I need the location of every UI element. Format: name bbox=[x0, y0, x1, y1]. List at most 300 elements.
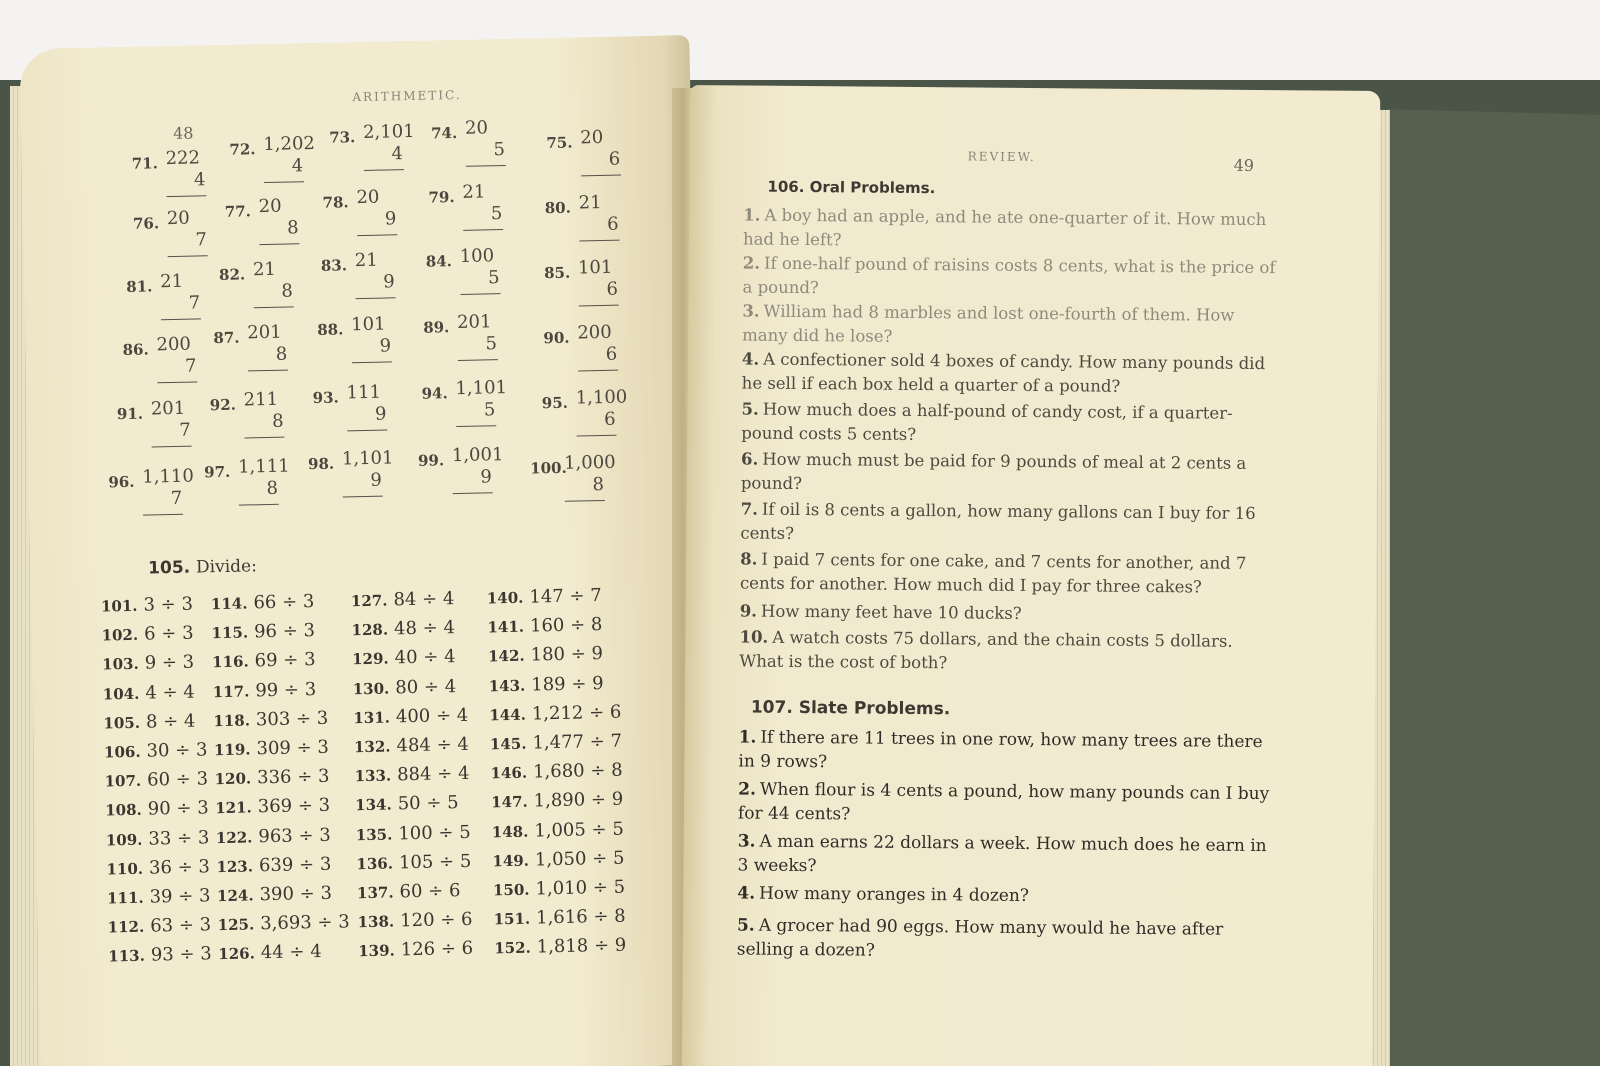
divide-item-number: 133. bbox=[354, 766, 392, 786]
divisor: 9 bbox=[383, 271, 395, 293]
divide-item-expression: 180 ÷ 9 bbox=[530, 643, 604, 666]
divide-item-expression: 1,005 ÷ 5 bbox=[534, 818, 625, 842]
division-rule bbox=[157, 381, 197, 383]
divide-item-expression: 96 ÷ 3 bbox=[253, 620, 316, 643]
divide-item-expression: 4 ÷ 4 bbox=[145, 681, 195, 704]
divide-item-expression: 63 ÷ 3 bbox=[150, 914, 212, 937]
divide-item bbox=[492, 847, 624, 871]
divide-item-expression: 99 ÷ 3 bbox=[255, 678, 317, 701]
divide-item bbox=[354, 763, 469, 786]
divide-item-expression: 1,050 ÷ 5 bbox=[534, 847, 625, 871]
slate-problem bbox=[738, 725, 1278, 778]
divide-item-number: 129. bbox=[351, 649, 389, 669]
divide-item bbox=[352, 647, 456, 670]
dividend: 201 bbox=[247, 321, 282, 344]
dividend: 1,110 bbox=[142, 465, 195, 488]
slate-heading bbox=[751, 698, 951, 720]
divide-item-expression: 6 ÷ 3 bbox=[143, 622, 194, 645]
right-page bbox=[682, 85, 1381, 1066]
oral-heading-number: 106. bbox=[767, 177, 805, 197]
divide-item-expression: 33 ÷ 3 bbox=[148, 826, 210, 850]
division-rule bbox=[347, 430, 387, 432]
dividend: 20 bbox=[580, 126, 604, 149]
division-rule bbox=[143, 514, 183, 516]
divisor: 8 bbox=[281, 280, 294, 302]
divide-heading bbox=[148, 556, 257, 578]
problem-number: 5. bbox=[741, 399, 759, 419]
oral-problem bbox=[742, 299, 1282, 352]
exercise-number: 91. bbox=[116, 404, 144, 424]
dividend: 21 bbox=[462, 181, 486, 203]
oral-problem bbox=[741, 447, 1281, 500]
divide-item-expression: 1,212 ÷ 6 bbox=[531, 701, 622, 725]
divide-item-expression: 147 ÷ 7 bbox=[529, 585, 602, 608]
divide-item-number: 151. bbox=[493, 909, 531, 929]
divisor: 6 bbox=[608, 148, 621, 170]
divide-item bbox=[101, 623, 193, 646]
divide-item bbox=[494, 935, 626, 959]
exercise-number: 93. bbox=[312, 388, 339, 408]
divide-item bbox=[489, 701, 621, 725]
dividend: 21 bbox=[159, 270, 184, 293]
divide-item-number: 137. bbox=[356, 883, 394, 903]
divide-item-expression: 44 ÷ 4 bbox=[260, 941, 322, 964]
divide-item bbox=[106, 856, 210, 879]
division-rule bbox=[463, 229, 503, 231]
divide-item-number: 138. bbox=[357, 912, 395, 932]
problem-number: 4. bbox=[737, 883, 756, 904]
divide-item-number: 109. bbox=[105, 830, 143, 850]
divisor: 5 bbox=[493, 138, 506, 161]
slate-problem bbox=[737, 913, 1277, 966]
dividend: 1,101 bbox=[341, 447, 394, 470]
divisor: 7 bbox=[195, 229, 207, 251]
divide-item-number: 135. bbox=[355, 825, 393, 844]
dividend: 20 bbox=[258, 195, 282, 218]
dividend: 100 bbox=[459, 245, 495, 267]
divide-item-number: 149. bbox=[492, 851, 530, 871]
exercise-number: 73. bbox=[329, 128, 356, 147]
exercise-number: 80. bbox=[544, 198, 572, 218]
divide-item-number: 110. bbox=[106, 859, 144, 879]
divide-item bbox=[357, 909, 472, 932]
divide-heading-number: 105. bbox=[147, 557, 191, 579]
left-page bbox=[19, 35, 710, 1066]
exercise-number: 87. bbox=[213, 328, 240, 348]
divide-item-number: 116. bbox=[211, 652, 249, 672]
problem-number: 5. bbox=[736, 915, 755, 936]
divisor: 9 bbox=[370, 469, 383, 491]
divide-item-expression: 484 ÷ 4 bbox=[396, 733, 470, 757]
exercise-number: 89. bbox=[423, 318, 450, 337]
divide-item-expression: 400 ÷ 4 bbox=[395, 704, 469, 728]
divide-item-expression: 1,818 ÷ 9 bbox=[536, 935, 627, 958]
divide-item bbox=[217, 912, 349, 936]
divide-item-expression: 105 ÷ 5 bbox=[398, 850, 472, 874]
exercise-number: 100. bbox=[529, 458, 567, 478]
divisor: 9 bbox=[374, 403, 387, 425]
divide-item bbox=[492, 818, 624, 842]
division-rule bbox=[466, 165, 506, 167]
exercise-number: 88. bbox=[317, 320, 344, 339]
divisor: 8 bbox=[592, 473, 605, 496]
divide-item-expression: 390 ÷ 3 bbox=[259, 882, 333, 906]
exercise-number: 78. bbox=[322, 193, 349, 212]
divide-item-number: 147. bbox=[490, 793, 528, 812]
divide-item-expression: 39 ÷ 3 bbox=[149, 885, 211, 908]
exercise-number: 76. bbox=[132, 214, 160, 233]
dividend: 201 bbox=[150, 397, 186, 420]
divide-item bbox=[214, 737, 329, 760]
dividend: 1,001 bbox=[451, 444, 504, 467]
divide-item-expression: 1,890 ÷ 9 bbox=[533, 789, 624, 812]
dividend: 1,101 bbox=[455, 376, 508, 400]
exercise-number: 90. bbox=[543, 328, 570, 348]
dividend: 211 bbox=[243, 388, 279, 411]
problem-text: How many oranges in 4 dozen? bbox=[758, 883, 1030, 906]
divide-item-expression: 963 ÷ 3 bbox=[258, 824, 331, 847]
divide-item-expression: 1,010 ÷ 5 bbox=[535, 876, 626, 900]
divide-item-number: 123. bbox=[216, 857, 254, 876]
divisor: 4 bbox=[391, 143, 404, 165]
oral-problem bbox=[742, 251, 1282, 304]
divide-item-number: 152. bbox=[494, 939, 531, 958]
problem-number: 3. bbox=[742, 301, 760, 321]
divide-item-number: 141. bbox=[487, 617, 525, 637]
problem-number: 1. bbox=[738, 727, 757, 748]
problem-number: 2. bbox=[738, 779, 757, 800]
division-rule bbox=[456, 425, 496, 427]
divide-item bbox=[356, 821, 471, 844]
page-number-left: 48 bbox=[172, 123, 194, 143]
divide-item-number: 106. bbox=[103, 742, 141, 762]
problem-text: How much must be paid for 9 pounds of meal at 2 cents a pound? bbox=[740, 449, 1247, 493]
divide-item bbox=[211, 620, 315, 643]
divide-item-expression: 126 ÷ 6 bbox=[400, 938, 474, 961]
problem-number: 2. bbox=[742, 253, 761, 273]
divide-item bbox=[487, 585, 602, 608]
divide-item-expression: 884 ÷ 4 bbox=[396, 763, 470, 786]
divide-item-expression: 100 ÷ 5 bbox=[398, 821, 471, 844]
divide-item-number: 118. bbox=[213, 711, 251, 731]
problem-text: A grocer had 90 eggs. How many would he have after selling a dozen? bbox=[736, 915, 1224, 961]
divide-item bbox=[211, 591, 315, 614]
oral-problem bbox=[740, 599, 1280, 628]
divide-item bbox=[213, 708, 328, 731]
divide-item-expression: 3 ÷ 3 bbox=[143, 593, 194, 616]
exercise-number: 99. bbox=[417, 451, 445, 470]
divide-item-expression: 80 ÷ 4 bbox=[395, 675, 457, 698]
divide-item-expression: 40 ÷ 4 bbox=[394, 646, 456, 669]
dividend: 1,202 bbox=[263, 132, 316, 156]
division-rule bbox=[248, 370, 288, 372]
divide-heading-label: Divide: bbox=[195, 556, 258, 578]
exercise-number: 79. bbox=[428, 188, 455, 207]
divide-item-expression: 84 ÷ 4 bbox=[393, 588, 455, 611]
divide-item bbox=[107, 914, 211, 937]
divisor: 6 bbox=[606, 213, 619, 235]
dividend: 20 bbox=[464, 117, 489, 139]
divisor: 5 bbox=[490, 203, 503, 225]
problem-text: A man earns 22 dollars a week. How much does he earn in 3 weeks? bbox=[737, 831, 1267, 877]
division-rule bbox=[264, 181, 304, 183]
divide-item-number: 101. bbox=[100, 596, 138, 616]
divisor: 7 bbox=[188, 292, 201, 314]
divide-item bbox=[490, 731, 622, 755]
divide-item bbox=[108, 944, 212, 967]
divide-item-expression: 60 ÷ 6 bbox=[399, 880, 461, 903]
exercise-number: 77. bbox=[224, 202, 252, 221]
divisor: 5 bbox=[485, 333, 498, 355]
divide-item-number: 105. bbox=[103, 713, 141, 733]
divide-item bbox=[103, 710, 195, 733]
division-rule bbox=[579, 240, 619, 242]
divide-item-number: 145. bbox=[489, 734, 527, 754]
divide-item-expression: 9 ÷ 3 bbox=[144, 651, 195, 675]
divide-item-number: 103. bbox=[102, 655, 139, 674]
division-rule bbox=[364, 169, 404, 171]
divide-item bbox=[215, 795, 330, 818]
divide-item-expression: 369 ÷ 3 bbox=[257, 795, 331, 818]
division-rule bbox=[461, 293, 501, 295]
slate-problem bbox=[737, 829, 1277, 882]
divide-item bbox=[490, 760, 622, 784]
divide-item bbox=[101, 594, 193, 617]
problem-text: A watch costs 75 dollars, and the chain costs 5 dollars. What is the cost of both? bbox=[739, 627, 1233, 673]
divide-item-expression: 60 ÷ 3 bbox=[146, 768, 209, 791]
oral-problem bbox=[741, 397, 1281, 450]
division-rule bbox=[254, 306, 294, 308]
problem-text: How many feet have 10 ducks? bbox=[760, 601, 1022, 623]
division-rule bbox=[577, 435, 617, 437]
divide-item-expression: 1,477 ÷ 7 bbox=[532, 730, 623, 754]
divisor: 5 bbox=[483, 399, 496, 421]
divide-item-number: 150. bbox=[492, 880, 530, 900]
divide-item bbox=[356, 851, 471, 874]
divide-item-number: 104. bbox=[102, 684, 140, 704]
divide-item bbox=[353, 676, 457, 699]
divide-item-expression: 50 ÷ 5 bbox=[397, 792, 459, 815]
divide-item-expression: 48 ÷ 4 bbox=[393, 617, 456, 640]
dividend: 201 bbox=[456, 311, 492, 334]
divide-item-expression: 66 ÷ 3 bbox=[253, 591, 315, 614]
divide-item-expression: 639 ÷ 3 bbox=[258, 853, 332, 877]
exercise-number: 72. bbox=[229, 140, 256, 159]
divide-item-number: 111. bbox=[106, 888, 144, 908]
division-rule bbox=[356, 297, 396, 299]
problem-text: A confectioner sold 4 boxes of candy. How many pounds did he sell if each box held a quarter of a pound? bbox=[741, 349, 1266, 396]
dividend: 21 bbox=[354, 249, 378, 272]
divisor: 7 bbox=[179, 419, 191, 441]
problem-text: When flour is 4 cents a pound, how many pounds can I buy for 44 cents? bbox=[737, 779, 1270, 825]
divide-item bbox=[351, 617, 455, 640]
divisor: 7 bbox=[184, 355, 197, 377]
division-rule bbox=[259, 243, 299, 245]
divide-item bbox=[105, 798, 209, 821]
problem-text: I paid 7 cents for one cake, and 7 cents for another, and 7 cents for another. How much did I pay for three cakes? bbox=[739, 549, 1247, 597]
divide-item-number: 136. bbox=[356, 854, 394, 874]
dividend: 1,111 bbox=[237, 455, 290, 478]
dividend: 21 bbox=[252, 258, 277, 281]
divide-item bbox=[218, 941, 322, 964]
divide-item bbox=[212, 649, 316, 672]
divide-item-expression: 1,680 ÷ 8 bbox=[532, 759, 623, 783]
divide-item-number: 107. bbox=[104, 771, 142, 791]
division-rule bbox=[357, 234, 397, 236]
oral-heading-label: Oral Problems. bbox=[809, 178, 936, 198]
divide-item-number: 126. bbox=[218, 944, 256, 964]
book-cover-edge bbox=[1380, 109, 1600, 1066]
divide-item-number: 148. bbox=[491, 822, 529, 841]
dividend: 101 bbox=[577, 256, 613, 279]
division-rule bbox=[244, 437, 284, 439]
exercise-number: 94. bbox=[421, 384, 448, 403]
division-rule bbox=[352, 361, 392, 363]
oral-problem bbox=[740, 497, 1280, 550]
divide-item-number: 139. bbox=[358, 941, 395, 961]
exercise-number: 71. bbox=[131, 154, 159, 173]
divide-item bbox=[491, 789, 623, 813]
exercise-number: 86. bbox=[122, 340, 149, 360]
slate-heading-number: 107. bbox=[750, 697, 793, 718]
divide-item-number: 124. bbox=[216, 886, 254, 906]
exercise-number: 75. bbox=[546, 133, 573, 153]
divide-item-number: 114. bbox=[210, 594, 248, 614]
problem-number: 4. bbox=[741, 349, 760, 369]
dividend: 1,000 bbox=[563, 451, 616, 474]
divide-item bbox=[216, 824, 331, 847]
oral-problem bbox=[743, 203, 1283, 256]
slate-problem bbox=[738, 777, 1278, 830]
problem-text: If there are 11 trees in one row, how many trees are there in 9 rows? bbox=[738, 727, 1263, 773]
problem-number: 1. bbox=[743, 205, 761, 225]
divide-item-number: 125. bbox=[217, 915, 255, 935]
divide-item-expression: 336 ÷ 3 bbox=[256, 765, 330, 789]
exercise-number: 92. bbox=[209, 395, 237, 415]
divide-item-number: 127. bbox=[350, 591, 388, 611]
problem-text: A boy had an apple, and he ate one-quarter of it. How much had he left? bbox=[742, 205, 1267, 250]
divide-item-expression: 90 ÷ 3 bbox=[147, 797, 209, 820]
divide-item-number: 128. bbox=[351, 620, 389, 640]
oral-problem bbox=[742, 347, 1282, 400]
exercise-number: 81. bbox=[126, 277, 153, 296]
divide-item-number: 132. bbox=[353, 737, 391, 757]
divisor: 9 bbox=[384, 208, 397, 230]
oral-heading bbox=[767, 178, 935, 197]
dividend: 2,101 bbox=[362, 120, 415, 143]
divide-item bbox=[107, 885, 211, 908]
division-rule bbox=[581, 175, 621, 177]
divide-item-number: 121. bbox=[215, 798, 252, 818]
division-rule bbox=[453, 492, 493, 494]
divisor: 6 bbox=[603, 408, 616, 430]
dividend: 200 bbox=[577, 321, 612, 344]
problem-number: 8. bbox=[740, 549, 758, 569]
slate-heading-label: Slate Problems. bbox=[798, 697, 951, 720]
divide-item-expression: 8 ÷ 4 bbox=[145, 710, 196, 733]
divide-item-expression: 309 ÷ 3 bbox=[256, 736, 330, 760]
divide-item-expression: 120 ÷ 6 bbox=[399, 909, 473, 932]
divide-item bbox=[351, 588, 455, 611]
dividend: 21 bbox=[578, 191, 602, 214]
divide-item bbox=[213, 679, 317, 702]
divide-item-number: 120. bbox=[214, 769, 252, 789]
exercise-number: 82. bbox=[218, 265, 246, 284]
oral-problem bbox=[739, 625, 1279, 678]
divide-item-expression: 36 ÷ 3 bbox=[148, 856, 211, 879]
divide-item-number: 119. bbox=[213, 740, 251, 760]
divide-item bbox=[355, 792, 459, 815]
divisor: 9 bbox=[379, 335, 392, 357]
problem-number: 10. bbox=[739, 627, 769, 647]
division-rule bbox=[166, 195, 206, 197]
page-number-right: 49 bbox=[1233, 155, 1255, 175]
divisor: 4 bbox=[291, 155, 304, 177]
problem-text: If oil is 8 cents a gallon, how many gallons can I buy for 16 cents? bbox=[740, 499, 1256, 543]
divide-item-number: 113. bbox=[108, 947, 146, 966]
divide-item bbox=[488, 643, 603, 666]
divide-item bbox=[214, 766, 329, 789]
dividend: 222 bbox=[165, 147, 201, 170]
dividend: 20 bbox=[356, 186, 380, 209]
problem-text: William had 8 marbles and lost one-fourth of them. How many did he lose? bbox=[742, 301, 1235, 346]
dividend: 1,100 bbox=[575, 386, 628, 409]
divide-item-expression: 303 ÷ 3 bbox=[255, 707, 329, 731]
exercise-number: 98. bbox=[307, 454, 335, 474]
problem-number: 6. bbox=[740, 449, 759, 469]
divide-item bbox=[106, 827, 210, 850]
divisor: 8 bbox=[271, 410, 284, 432]
division-rule bbox=[168, 255, 208, 257]
divide-item-number: 130. bbox=[352, 679, 390, 698]
divide-item-expression: 30 ÷ 3 bbox=[146, 739, 208, 762]
divide-item-number: 112. bbox=[107, 917, 145, 937]
divisor: 4 bbox=[193, 169, 206, 191]
divisor: 8 bbox=[286, 217, 299, 239]
divisor: 8 bbox=[266, 477, 279, 500]
division-rule bbox=[578, 370, 618, 372]
exercise-number: 95. bbox=[541, 393, 569, 413]
divide-item bbox=[216, 854, 331, 877]
dividend: 111 bbox=[346, 381, 382, 404]
divide-item bbox=[104, 769, 208, 792]
exercise-number: 74. bbox=[430, 123, 458, 143]
divide-item bbox=[217, 883, 332, 906]
divisor: 7 bbox=[170, 487, 183, 510]
oral-problem bbox=[740, 547, 1280, 600]
divide-item-number: 102. bbox=[101, 625, 139, 645]
divide-item-number: 117. bbox=[212, 682, 250, 701]
slate-problem bbox=[737, 881, 1277, 910]
divide-item-expression: 93 ÷ 3 bbox=[150, 943, 212, 966]
problem-text: If one-half pound of raisins costs 8 cents, what is the price of a pound? bbox=[742, 253, 1276, 298]
divide-item-number: 115. bbox=[211, 623, 249, 643]
problem-number: 9. bbox=[739, 601, 758, 621]
divide-item-number: 142. bbox=[487, 647, 525, 666]
divide-item-expression: 69 ÷ 3 bbox=[254, 649, 316, 672]
divide-item-expression: 160 ÷ 8 bbox=[529, 614, 603, 637]
divide-item bbox=[104, 739, 208, 762]
divide-item-number: 146. bbox=[490, 763, 528, 783]
divisor: 6 bbox=[606, 278, 619, 300]
divide-item bbox=[353, 705, 468, 728]
divide-item-number: 134. bbox=[355, 795, 392, 815]
divide-item-number: 143. bbox=[488, 676, 526, 696]
divide-item-expression: 1,616 ÷ 8 bbox=[535, 905, 626, 929]
dividend: 20 bbox=[166, 207, 190, 230]
problem-number: 7. bbox=[740, 499, 758, 519]
divide-item-expression: 3,693 ÷ 3 bbox=[259, 911, 350, 935]
